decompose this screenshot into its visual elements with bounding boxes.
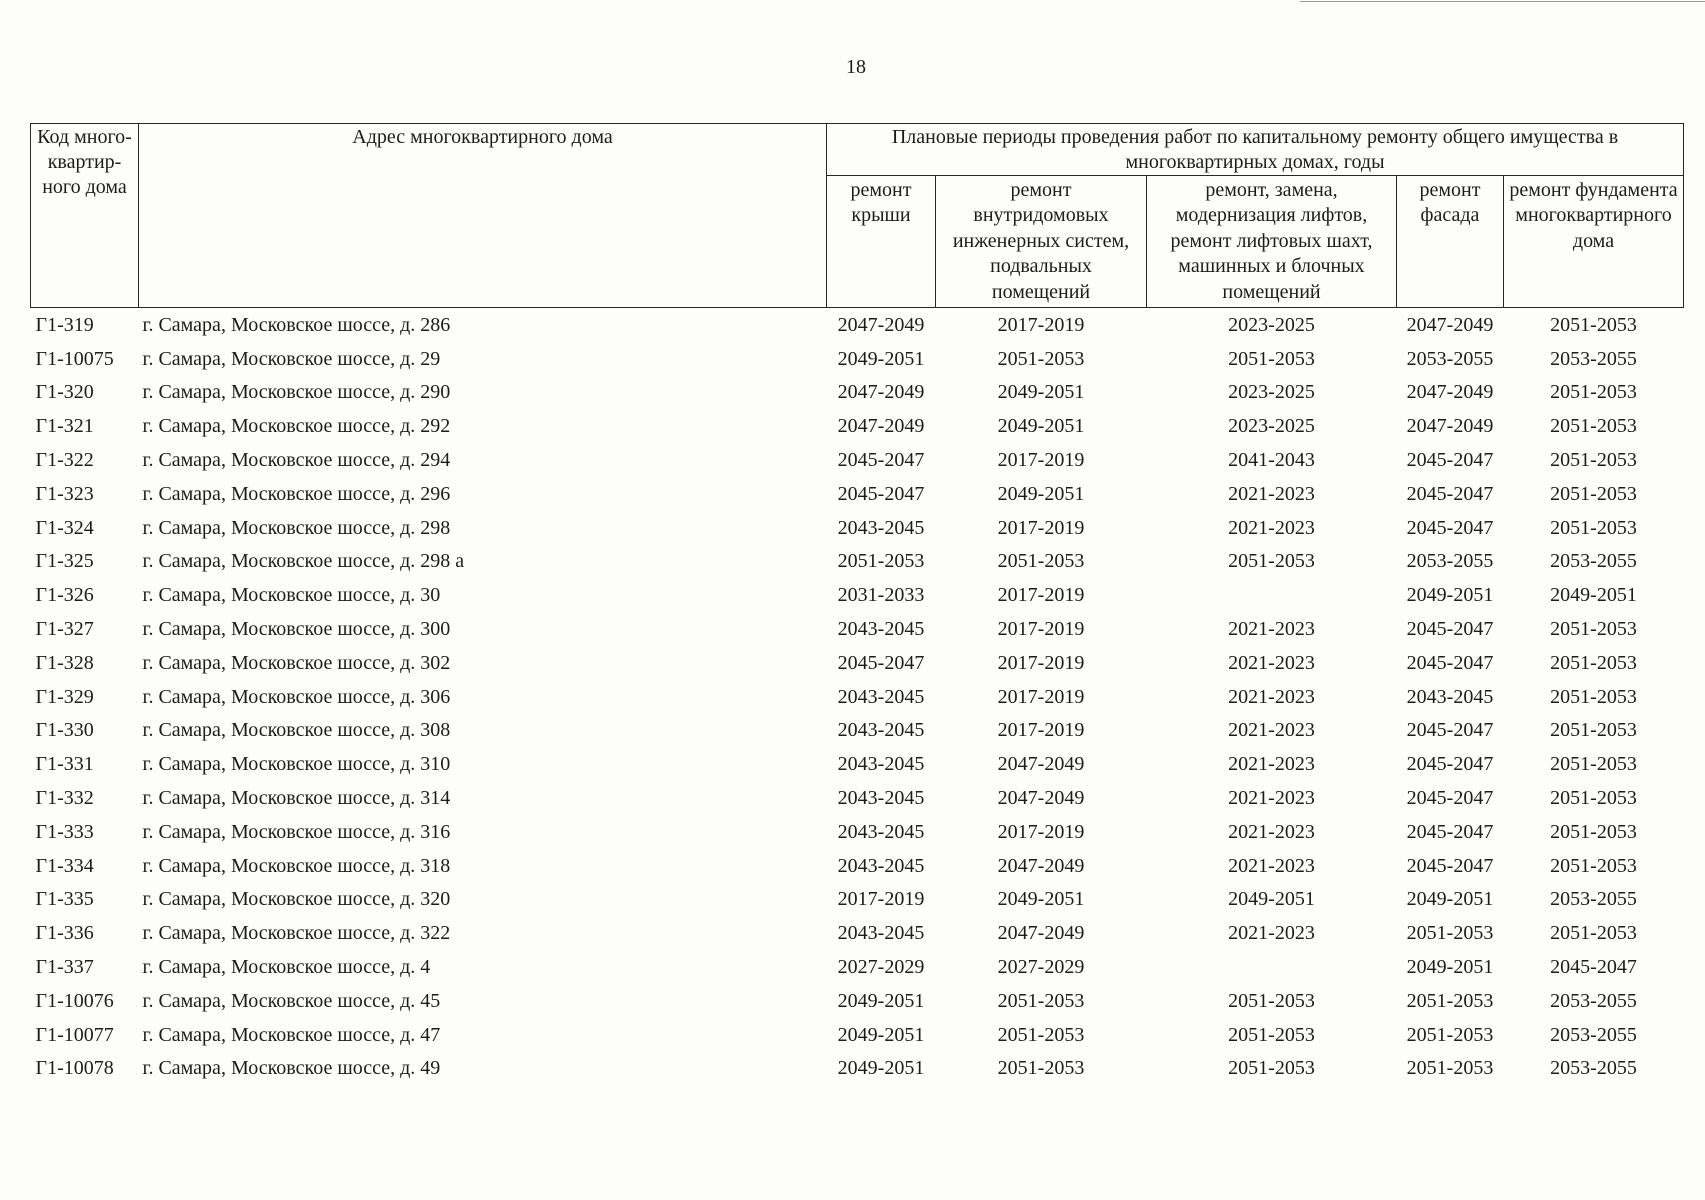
foundation-repair-period-cell: 2051-2053 xyxy=(1550,381,1637,404)
header-line: ремонт xyxy=(1010,179,1072,201)
table-row xyxy=(31,747,1684,781)
roof-repair-period-cell: 2047-2049 xyxy=(837,313,925,336)
foundation-repair-period-cell: 2053-2055 xyxy=(1550,550,1637,573)
lift-repair-period-cell: 2051-2053 xyxy=(1228,550,1315,573)
table-row xyxy=(31,883,1684,917)
table-row xyxy=(31,849,1684,883)
address-cell: г. Самара, Московское шоссе, д. 4 xyxy=(142,956,431,979)
roof-repair-period-cell: 2051-2053 xyxy=(837,550,925,573)
engineering-repair-period-cell: 2017-2019 xyxy=(997,313,1085,336)
lift-repair-header xyxy=(1147,176,1397,308)
house-code-cell: Г1-334 xyxy=(35,854,94,877)
house-code-cell: Г1-10078 xyxy=(35,1057,114,1080)
address-cell: г. Самара, Московское шоссе, д. 314 xyxy=(142,787,451,810)
engineering-repair-period-cell: 2051-2053 xyxy=(997,1023,1085,1046)
facade-repair-period-cell: 2045-2047 xyxy=(1406,753,1494,776)
roof-repair-period-cell: 2027-2029 xyxy=(837,956,925,979)
header-line: модернизация лифтов, xyxy=(1175,204,1368,227)
foundation-repair-header xyxy=(1504,176,1684,308)
roof-repair-period-cell: 2043-2045 xyxy=(837,753,925,776)
engineering-repair-period-cell: 2049-2051 xyxy=(997,888,1085,911)
lift-repair-period-cell: 2021-2023 xyxy=(1228,685,1315,708)
foundation-repair-period-cell: 2051-2053 xyxy=(1550,516,1637,539)
lift-repair-period-cell: 2021-2023 xyxy=(1228,618,1315,641)
engineering-repair-period-cell: 2017-2019 xyxy=(997,719,1085,742)
engineering-repair-period-cell: 2017-2019 xyxy=(997,516,1085,539)
address-cell: г. Самара, Московское шоссе, д. 290 xyxy=(142,381,451,404)
foundation-repair-period-cell: 2051-2053 xyxy=(1550,685,1637,708)
house-code-cell: Г1-10075 xyxy=(35,347,114,370)
facade-repair-period-cell: 2047-2049 xyxy=(1406,313,1494,336)
house-code-cell: Г1-322 xyxy=(35,449,94,472)
table-row xyxy=(31,477,1684,511)
facade-repair-period-cell: 2051-2053 xyxy=(1406,989,1494,1012)
table-row xyxy=(31,443,1684,477)
foundation-repair-period-cell: 2051-2053 xyxy=(1550,787,1637,810)
table-row xyxy=(31,950,1684,984)
foundation-repair-period-cell: 2051-2053 xyxy=(1550,618,1637,641)
table-row xyxy=(31,916,1684,950)
roof-repair-period-cell: 2043-2045 xyxy=(837,685,925,708)
table-row xyxy=(31,545,1684,579)
facade-repair-period-cell: 2045-2047 xyxy=(1406,719,1494,742)
scan-edge-line xyxy=(1300,1,1705,2)
house-code-cell: Г1-335 xyxy=(35,888,94,911)
house-code-cell: Г1-331 xyxy=(35,753,94,776)
foundation-repair-period-cell: 2045-2047 xyxy=(1550,956,1637,979)
house-code-cell: Г1-337 xyxy=(35,956,94,979)
lift-repair-period-cell: 2021-2023 xyxy=(1228,854,1315,877)
facade-repair-period-cell: 2049-2051 xyxy=(1406,888,1494,911)
address-cell: г. Самара, Московское шоссе, д. 322 xyxy=(142,922,451,945)
table-row xyxy=(31,815,1684,849)
roof-repair-period-cell: 2017-2019 xyxy=(837,888,925,911)
foundation-repair-period-cell: 2051-2053 xyxy=(1550,449,1637,472)
page-number: 18 xyxy=(846,56,866,78)
header-line: Плановые периоды проведения работ по капитальному ремонту общего имущества в xyxy=(891,126,1619,148)
table-row xyxy=(31,680,1684,714)
roof-repair-period-cell: 2043-2045 xyxy=(837,820,925,843)
facade-repair-period-cell: 2045-2047 xyxy=(1406,516,1494,539)
header-line: фасада xyxy=(1420,204,1480,227)
house-code-cell: Г1-320 xyxy=(35,381,94,404)
header-line: крыши xyxy=(851,204,911,227)
engineering-repair-period-cell: 2017-2019 xyxy=(997,651,1085,674)
table-row xyxy=(31,1052,1684,1086)
house-code-cell: Г1-330 xyxy=(35,719,94,742)
foundation-repair-period-cell: 2053-2055 xyxy=(1550,1023,1637,1046)
facade-repair-period-cell: 2051-2053 xyxy=(1406,922,1494,945)
roof-repair-period-cell: 2043-2045 xyxy=(837,922,925,945)
table-row xyxy=(31,714,1684,748)
header-line: внутридомовых xyxy=(973,204,1109,227)
table-row xyxy=(31,511,1684,545)
header-line: многоквартирного xyxy=(1515,204,1672,227)
foundation-repair-period-cell: 2051-2053 xyxy=(1550,313,1637,336)
engineering-repair-period-cell: 2051-2053 xyxy=(997,989,1085,1012)
table-row xyxy=(31,409,1684,443)
table-row xyxy=(31,376,1684,410)
lift-repair-period-cell: 2021-2023 xyxy=(1228,651,1315,674)
house-code-cell: Г1-321 xyxy=(35,415,94,438)
engineering-repair-period-cell: 2051-2053 xyxy=(997,347,1085,370)
lift-repair-period-cell: 2051-2053 xyxy=(1228,1023,1315,1046)
lift-repair-period-cell: 2023-2025 xyxy=(1228,381,1315,404)
roof-repair-period-cell: 2031-2033 xyxy=(837,584,925,607)
address-cell: г. Самара, Московское шоссе, д. 320 xyxy=(142,888,451,911)
engineering-repair-period-cell: 2017-2019 xyxy=(997,584,1085,607)
header-line: Код много- xyxy=(37,126,132,148)
address-cell: г. Самара, Московское шоссе, д. 29 xyxy=(142,347,441,370)
house-code-cell: Г1-333 xyxy=(35,820,94,843)
house-code-cell: Г1-332 xyxy=(35,787,94,810)
facade-repair-period-cell: 2053-2055 xyxy=(1406,550,1494,573)
facade-repair-period-cell: 2045-2047 xyxy=(1406,449,1494,472)
engineering-systems-repair-header xyxy=(936,176,1147,308)
table-row xyxy=(31,646,1684,680)
lift-repair-period-cell: 2021-2023 xyxy=(1228,719,1315,742)
engineering-repair-period-cell: 2049-2051 xyxy=(997,381,1085,404)
header-line: машинных и блочных xyxy=(1178,255,1365,278)
engineering-repair-period-cell: 2049-2051 xyxy=(997,482,1085,505)
address-cell: г. Самара, Московское шоссе, д. 294 xyxy=(142,449,451,472)
roof-repair-period-cell: 2043-2045 xyxy=(837,618,925,641)
foundation-repair-period-cell: 2051-2053 xyxy=(1550,820,1637,843)
roof-repair-header xyxy=(827,176,936,308)
engineering-repair-period-cell: 2051-2053 xyxy=(997,1057,1085,1080)
house-code-cell: Г1-326 xyxy=(35,584,94,607)
facade-repair-period-cell: 2053-2055 xyxy=(1406,347,1494,370)
house-code-cell: Г1-10077 xyxy=(35,1023,114,1046)
house-code-cell: Г1-325 xyxy=(35,550,94,573)
engineering-repair-period-cell: 2047-2049 xyxy=(997,787,1085,810)
lift-repair-period-cell: 2041-2043 xyxy=(1228,449,1315,472)
engineering-repair-period-cell: 2051-2053 xyxy=(997,550,1085,573)
header-line: ного дома xyxy=(42,176,127,198)
roof-repair-period-cell: 2049-2051 xyxy=(837,347,925,370)
house-code-cell: Г1-327 xyxy=(35,618,94,641)
lift-repair-period-cell: 2021-2023 xyxy=(1228,922,1315,945)
engineering-repair-period-cell: 2017-2019 xyxy=(997,685,1085,708)
address-cell: г. Самара, Московское шоссе, д. 292 xyxy=(142,415,451,438)
lift-repair-period-cell: 2021-2023 xyxy=(1228,753,1315,776)
header-line: многоквартирных домах, годы xyxy=(1125,151,1385,173)
header-line: помещений xyxy=(991,280,1091,303)
header-line: ремонт фундамента xyxy=(1509,179,1678,201)
facade-repair-period-cell: 2049-2051 xyxy=(1406,956,1494,979)
house-code-cell: Г1-319 xyxy=(35,313,94,336)
address-column-header xyxy=(139,124,827,308)
planned-periods-header xyxy=(827,124,1684,176)
facade-repair-period-cell: 2047-2049 xyxy=(1406,381,1494,404)
engineering-repair-period-cell: 2047-2049 xyxy=(997,753,1085,776)
address-cell: г. Самара, Московское шоссе, д. 318 xyxy=(142,854,451,877)
foundation-repair-period-cell: 2053-2055 xyxy=(1550,347,1637,370)
address-cell: г. Самара, Московское шоссе, д. 298 а xyxy=(142,550,465,573)
roof-repair-period-cell: 2045-2047 xyxy=(837,651,925,674)
engineering-repair-period-cell: 2049-2051 xyxy=(997,415,1085,438)
code-column-header xyxy=(31,124,139,308)
house-code-cell: Г1-10076 xyxy=(35,989,114,1012)
address-cell: г. Самара, Московское шоссе, д. 300 xyxy=(142,618,451,641)
header-line: ремонт xyxy=(1419,179,1481,201)
foundation-repair-period-cell: 2051-2053 xyxy=(1550,753,1637,776)
table-row xyxy=(31,308,1684,342)
table-row xyxy=(31,578,1684,612)
address-cell: г. Самара, Московское шоссе, д. 316 xyxy=(142,820,451,843)
facade-repair-period-cell: 2047-2049 xyxy=(1406,415,1494,438)
foundation-repair-period-cell: 2051-2053 xyxy=(1550,482,1637,505)
roof-repair-period-cell: 2043-2045 xyxy=(837,787,925,810)
facade-repair-period-cell: 2045-2047 xyxy=(1406,618,1494,641)
engineering-repair-period-cell: 2017-2019 xyxy=(997,820,1085,843)
house-code-cell: Г1-323 xyxy=(35,482,94,505)
header-line: Адрес многоквартирного дома xyxy=(352,126,613,148)
header-line: помещений xyxy=(1222,280,1321,303)
header-line: ремонт, замена, xyxy=(1205,179,1338,201)
engineering-repair-period-cell: 2047-2049 xyxy=(997,854,1085,877)
lift-repair-period-cell: 2023-2025 xyxy=(1228,415,1315,438)
facade-repair-period-cell: 2045-2047 xyxy=(1406,482,1494,505)
foundation-repair-period-cell: 2051-2053 xyxy=(1550,651,1637,674)
foundation-repair-period-cell: 2051-2053 xyxy=(1550,719,1637,742)
lift-repair-period-cell xyxy=(1147,578,1397,612)
facade-repair-period-cell: 2043-2045 xyxy=(1406,685,1494,708)
header-line: инженерных систем, xyxy=(952,229,1130,252)
roof-repair-period-cell: 2045-2047 xyxy=(837,449,925,472)
engineering-repair-period-cell: 2027-2029 xyxy=(997,956,1085,979)
address-cell: г. Самара, Московское шоссе, д. 306 xyxy=(142,685,451,708)
facade-repair-period-cell: 2045-2047 xyxy=(1406,787,1494,810)
lift-repair-period-cell: 2021-2023 xyxy=(1228,482,1315,505)
house-code-cell: Г1-324 xyxy=(35,516,94,539)
roof-repair-period-cell: 2043-2045 xyxy=(837,516,925,539)
table-row xyxy=(31,984,1684,1018)
address-cell: г. Самара, Московское шоссе, д. 310 xyxy=(142,753,451,776)
table-row xyxy=(31,342,1684,376)
facade-repair-period-cell: 2045-2047 xyxy=(1406,820,1494,843)
roof-repair-period-cell: 2043-2045 xyxy=(837,854,925,877)
address-cell: г. Самара, Московское шоссе, д. 298 xyxy=(142,516,451,539)
facade-repair-period-cell: 2049-2051 xyxy=(1406,584,1494,607)
foundation-repair-period-cell: 2051-2053 xyxy=(1550,854,1637,877)
foundation-repair-period-cell: 2053-2055 xyxy=(1550,888,1637,911)
lift-repair-period-cell xyxy=(1147,950,1397,984)
header-line: дома xyxy=(1572,229,1615,252)
lift-repair-period-cell: 2021-2023 xyxy=(1228,820,1315,843)
lift-repair-period-cell: 2023-2025 xyxy=(1228,313,1315,336)
table-header xyxy=(31,124,1684,308)
facade-repair-period-cell: 2051-2053 xyxy=(1406,1057,1494,1080)
header-line: квартир- xyxy=(47,151,122,173)
lift-repair-period-cell: 2051-2053 xyxy=(1228,989,1315,1012)
table-row xyxy=(31,1018,1684,1052)
capital-repair-schedule-table xyxy=(30,123,1684,1085)
address-cell: г. Самара, Московское шоссе, д. 302 xyxy=(142,651,451,674)
facade-repair-period-cell: 2051-2053 xyxy=(1406,1023,1494,1046)
house-code-cell: Г1-336 xyxy=(35,922,94,945)
lift-repair-period-cell: 2049-2051 xyxy=(1228,888,1315,911)
foundation-repair-period-cell: 2053-2055 xyxy=(1550,1057,1637,1080)
address-cell: г. Самара, Московское шоссе, д. 286 xyxy=(142,313,451,336)
address-cell: г. Самара, Московское шоссе, д. 30 xyxy=(142,584,441,607)
roof-repair-period-cell: 2047-2049 xyxy=(837,381,925,404)
address-cell: г. Самара, Московское шоссе, д. 45 xyxy=(142,989,441,1012)
lift-repair-period-cell: 2021-2023 xyxy=(1228,516,1315,539)
lift-repair-period-cell: 2051-2053 xyxy=(1228,347,1315,370)
header-row-1 xyxy=(31,124,1684,176)
address-cell: г. Самара, Московское шоссе, д. 308 xyxy=(142,719,451,742)
foundation-repair-period-cell: 2049-2051 xyxy=(1550,584,1637,607)
lift-repair-period-cell: 2051-2053 xyxy=(1228,1057,1315,1080)
foundation-repair-period-cell: 2051-2053 xyxy=(1550,415,1637,438)
header-line: ремонт лифтовых шахт, xyxy=(1170,229,1373,252)
engineering-repair-period-cell: 2017-2019 xyxy=(997,449,1085,472)
lift-repair-period-cell: 2021-2023 xyxy=(1228,787,1315,810)
roof-repair-period-cell: 2049-2051 xyxy=(837,1057,925,1080)
foundation-repair-period-cell: 2051-2053 xyxy=(1550,922,1637,945)
address-cell: г. Самара, Московское шоссе, д. 47 xyxy=(142,1023,441,1046)
facade-repair-header xyxy=(1397,176,1504,308)
roof-repair-period-cell: 2047-2049 xyxy=(837,415,925,438)
house-code-cell: Г1-329 xyxy=(35,685,94,708)
roof-repair-period-cell: 2045-2047 xyxy=(837,482,925,505)
address-cell: г. Самара, Московское шоссе, д. 49 xyxy=(142,1057,441,1080)
facade-repair-period-cell: 2045-2047 xyxy=(1406,854,1494,877)
header-line: подвальных xyxy=(990,255,1092,278)
facade-repair-period-cell: 2045-2047 xyxy=(1406,651,1494,674)
engineering-repair-period-cell: 2017-2019 xyxy=(997,618,1085,641)
foundation-repair-period-cell: 2053-2055 xyxy=(1550,989,1637,1012)
header-line: ремонт xyxy=(850,179,912,201)
roof-repair-period-cell: 2043-2045 xyxy=(837,719,925,742)
roof-repair-period-cell: 2049-2051 xyxy=(837,989,925,1012)
roof-repair-period-cell: 2049-2051 xyxy=(837,1023,925,1046)
table-row xyxy=(31,781,1684,815)
engineering-repair-period-cell: 2047-2049 xyxy=(997,922,1085,945)
address-cell: г. Самара, Московское шоссе, д. 296 xyxy=(142,482,451,505)
table-body xyxy=(31,308,1684,1086)
table-row xyxy=(31,612,1684,646)
house-code-cell: Г1-328 xyxy=(35,651,94,674)
